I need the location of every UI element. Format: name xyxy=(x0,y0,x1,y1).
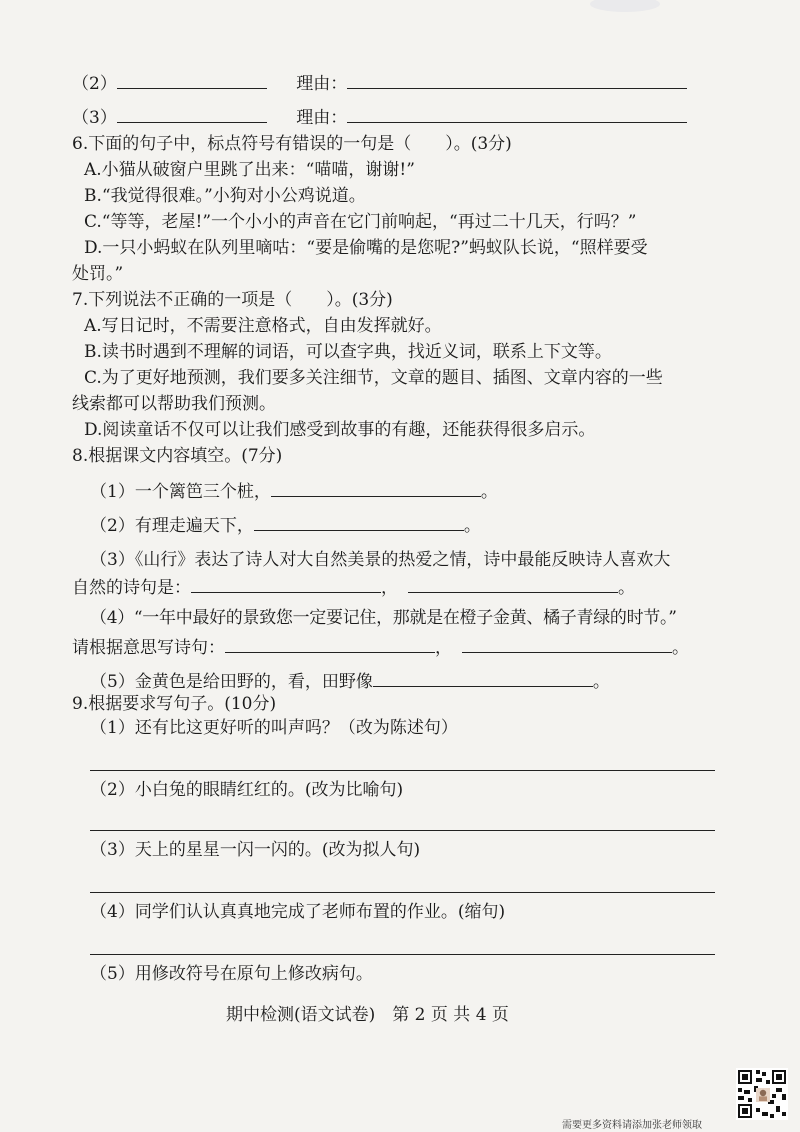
q5-item-2-label: （2） xyxy=(72,74,117,94)
q8-item-4-comma: ， xyxy=(435,638,452,658)
qr-code-icon xyxy=(736,1068,788,1120)
q8-item-4-line2 xyxy=(72,634,689,660)
q8-item-2-text: （2）有理走遍天下， xyxy=(90,516,254,536)
q9-item-4-answer-line[interactable] xyxy=(90,954,715,955)
q7-option-c-line2: 线索都可以帮助我们预测。 xyxy=(72,394,276,414)
q6-stem: 6.下面的句子中，标点符号有错误的一句是（ ）。(3分) xyxy=(72,134,512,154)
q9-item-3: （3）天上的星星一闪一闪的。(改为拟人句) xyxy=(90,840,421,860)
q5-item-3 xyxy=(72,104,687,130)
q5-item-3-label: （3） xyxy=(72,108,117,128)
q8-item-3-line1: （3）《山行》表达了诗人对大自然美景的热爱之情，诗中最能反映诗人喜欢大 xyxy=(90,550,671,570)
q8-item-1 xyxy=(90,478,498,504)
q7-stem: 7.下列说法不正确的一项是（ ）。(3分) xyxy=(72,290,393,310)
q8-item-1-period: 。 xyxy=(480,482,498,502)
q8-item-3-line2 xyxy=(72,574,635,600)
q5-item-2-reason-blank[interactable] xyxy=(347,70,687,89)
q6-option-a: A.小猫从破窗户里跳了出来：“喵喵，谢谢!” xyxy=(84,160,415,180)
q5-item-2 xyxy=(72,70,687,96)
q5-item-3-reason-label: 理由： xyxy=(296,108,348,128)
q8-stem: 8.根据课文内容填空。(7分) xyxy=(72,446,283,466)
q7-option-a: A.写日记时，不需要注意格式，自由发挥就好。 xyxy=(84,316,442,336)
q6-option-d-line1: D.一只小蚂蚁在队列里嘀咕：“要是偷嘴的是您呢?”蚂蚁队长说，“照样要受 xyxy=(84,238,648,258)
q6-option-d-line2: 处罚。” xyxy=(72,264,124,284)
q8-item-3-blank-1[interactable] xyxy=(191,574,381,593)
page-footer: 期中检测(语文试卷) 第 2 页 共 4 页 xyxy=(226,1005,509,1025)
q8-item-5-blank[interactable] xyxy=(373,668,593,687)
q8-item-3-period: 。 xyxy=(618,578,635,598)
q9-stem: 9.根据要求写句子。(10分) xyxy=(72,694,277,714)
q8-item-4-blank-2[interactable] xyxy=(462,634,672,653)
q9-item-2-answer-line[interactable] xyxy=(90,830,715,831)
q8-item-2-blank[interactable] xyxy=(254,512,464,531)
q8-item-4-period: 。 xyxy=(672,638,689,658)
q8-item-3-text: 自然的诗句是： xyxy=(72,578,191,598)
q8-item-1-blank[interactable] xyxy=(271,478,481,497)
q8-item-4-text: 请根据意思写诗句： xyxy=(72,638,225,658)
q8-item-2 xyxy=(90,512,481,538)
q9-item-5: （5）用修改符号在原句上修改病句。 xyxy=(90,964,373,984)
smudge-mark xyxy=(590,0,660,12)
q9-item-4: （4）同学们认认真真地完成了老师布置的作业。(缩句) xyxy=(90,902,506,922)
q8-item-5 xyxy=(90,668,610,694)
q5-item-2-answer-blank[interactable] xyxy=(117,70,267,89)
q9-item-1: （1）还有比这更好听的叫声吗？（改为陈述句） xyxy=(90,718,458,738)
q9-item-3-answer-line[interactable] xyxy=(90,892,715,893)
q8-item-4-blank-1[interactable] xyxy=(225,634,435,653)
q5-item-3-reason-blank[interactable] xyxy=(347,104,687,123)
q7-option-d: D.阅读童话不仅可以让我们感受到故事的有趣，还能获得很多启示。 xyxy=(84,420,596,440)
q5-item-2-reason-label: 理由： xyxy=(296,74,348,94)
q9-item-1-answer-line[interactable] xyxy=(90,770,715,771)
watermark-note: 需要更多资料请添加张老师领取 xyxy=(562,1120,702,1131)
q7-option-b: B.读书时遇到不理解的词语，可以查字典，找近义词，联系上下文等。 xyxy=(84,342,612,362)
q8-item-3-blank-2[interactable] xyxy=(408,574,618,593)
q8-item-1-text: （1）一个篱笆三个桩， xyxy=(90,482,271,502)
q7-option-c-line1: C.为了更好地预测，我们要多关注细节，文章的题目、插图、文章内容的一些 xyxy=(84,368,663,388)
q6-option-b: B.“我觉得很难。”小狗对小公鸡说道。 xyxy=(84,186,366,206)
q8-item-2-period: 。 xyxy=(463,516,481,536)
q6-option-c: C.“等等，老屋!”一个小小的声音在它门前响起，“再过二十几天，行吗？” xyxy=(84,212,637,232)
q5-item-3-answer-blank[interactable] xyxy=(117,104,267,123)
q9-item-2: （2）小白兔的眼睛红红的。(改为比喻句) xyxy=(90,780,404,800)
q8-item-5-text: （5）金黄色是给田野的，看，田野像 xyxy=(90,672,373,692)
q8-item-3-comma: ， xyxy=(381,578,398,598)
q8-item-5-period: 。 xyxy=(592,672,610,692)
q8-item-4-line1: （4）“一年中最好的景致您一定要记住，那就是在橙子金黄、橘子青绿的时节。” xyxy=(90,608,677,628)
